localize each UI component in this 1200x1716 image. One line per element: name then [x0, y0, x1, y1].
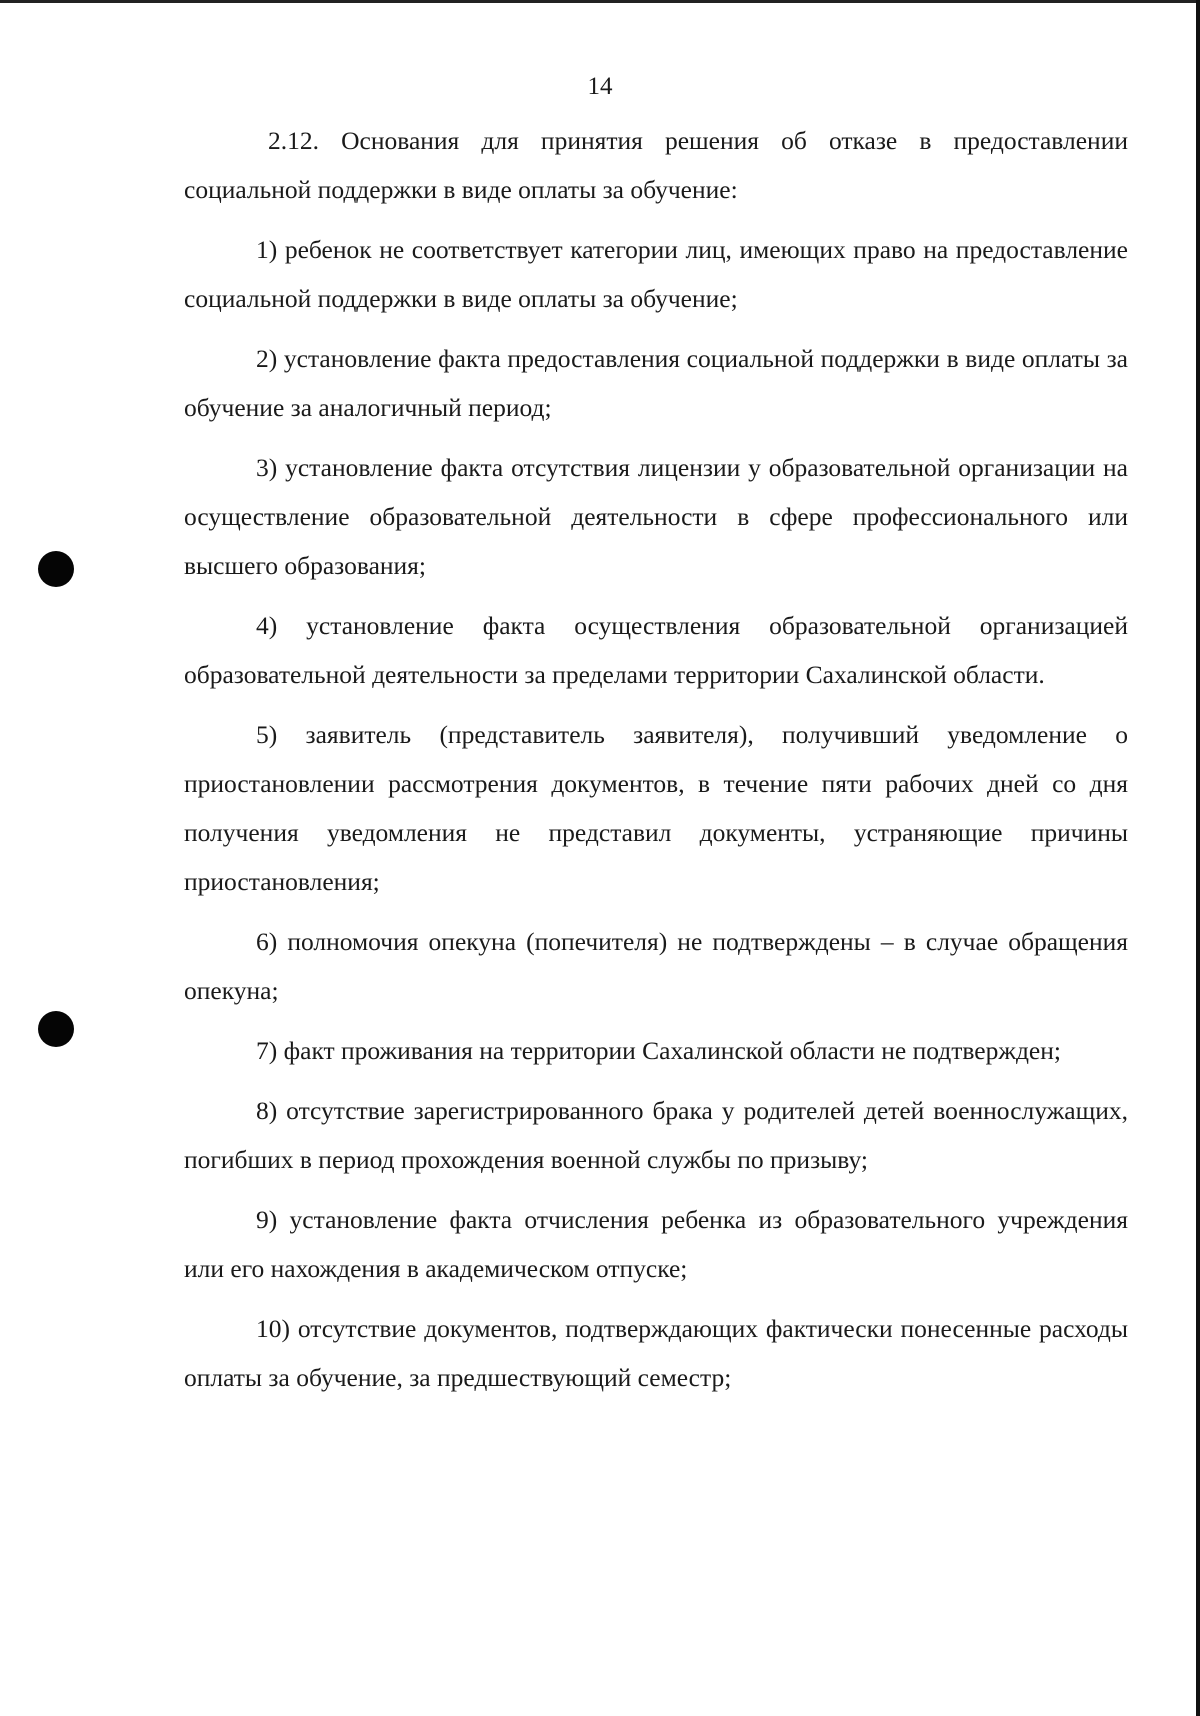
scan-top-edge [0, 0, 1200, 3]
list-item-6: 6) полномочия опекуна (попечителя) не подтверждены – в случае обращения опекуна; [184, 927, 1128, 1005]
list-item-10: 10) отсутствие документов, подтверждающих фактически понесенные расходы оплаты за обучение, за предшествующий семестр; [184, 1314, 1128, 1392]
list-item-2: 2) установление факта предоставления социальной поддержки в виде оплаты за обучение за аналогичный период; [184, 344, 1128, 422]
list-item-4: 4) установление факта осуществления образовательной организацией образовательной деятельности за пределами территории Сахалинской области. [184, 611, 1128, 689]
document-body [184, 116, 1128, 1413]
list-item-1: 1) ребенок не соответствует категории лиц, имеющих право на предоставление социальной поддержки в виде оплаты за обучение; [184, 235, 1128, 313]
paragraph-section-2-12: 2.12. Основания для принятия решения об отказе в предоставлении социальной поддержки в виде оплаты за обучение: [184, 126, 1128, 204]
scan-right-edge [1196, 0, 1200, 1716]
list-item-9: 9) установление факта отчисления ребенка из образовательного учреждения или его нахождения в академическом отпуске; [184, 1205, 1128, 1283]
punch-hole-mark [38, 551, 74, 587]
list-item-5: 5) заявитель (представитель заявителя), получивший уведомление о приостановлении рассмотрения документов, в течение пяти рабочих дней со дня получения уведомления не представил документы, устраняющие причины приостановления; [184, 720, 1128, 896]
page-number: 14 [587, 73, 613, 100]
punch-hole-mark [38, 1011, 74, 1047]
list-item-3: 3) установление факта отсутствия лицензии у образовательной организации на осуществление образовательной деятельности в сфере профессионального или высшего образования; [184, 453, 1128, 580]
list-item-7: 7) факт проживания на территории Сахалинской области не подтвержден; [256, 1036, 1061, 1065]
list-item-8: 8) отсутствие зарегистрированного брака у родителей детей военнослужащих, погибших в период прохождения военной службы по призыву; [184, 1096, 1128, 1174]
